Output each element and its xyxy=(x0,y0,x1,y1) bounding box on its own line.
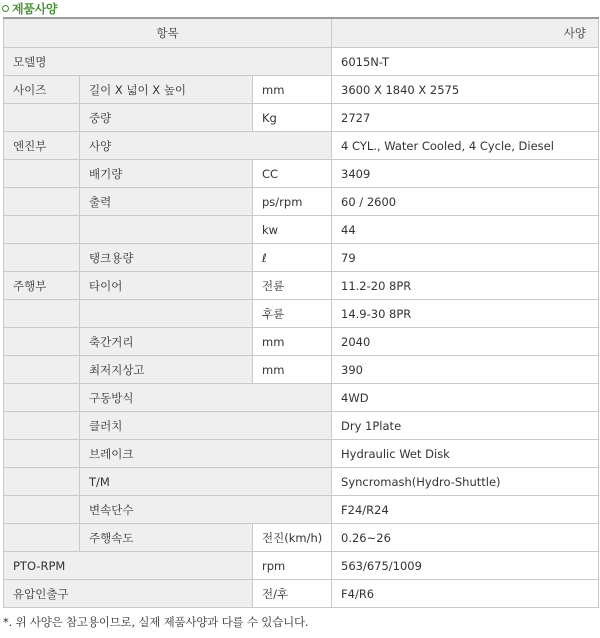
group-spacer xyxy=(4,524,80,552)
row-unit-output-kw: kw xyxy=(253,216,332,244)
table-row xyxy=(4,328,599,356)
row-value-tire-front: 11.2-20 8PR xyxy=(332,272,599,300)
row-unit-tire-front: 전륜 xyxy=(253,272,332,300)
group-spacer xyxy=(4,216,80,244)
group-spacer xyxy=(4,104,80,132)
row-value-transmission: Syncromash(Hydro-Shuttle) xyxy=(332,468,599,496)
table-row xyxy=(4,272,599,300)
table-row xyxy=(4,384,599,412)
row-label-ground-clearance: 최저지상고 xyxy=(80,356,253,384)
table-row xyxy=(4,188,599,216)
table-row xyxy=(4,48,599,76)
row-unit-tire-rear: 후륜 xyxy=(253,300,332,328)
group-spacer xyxy=(4,328,80,356)
row-label-tire: 타이어 xyxy=(80,272,253,300)
row-unit-wheelbase: mm xyxy=(253,328,332,356)
row-value-clutch: Dry 1Plate xyxy=(332,412,599,440)
row-label-empty xyxy=(80,216,253,244)
table-row xyxy=(4,468,599,496)
row-value-ground-clearance: 390 xyxy=(332,356,599,384)
table-row xyxy=(4,300,599,328)
row-value-output: 60 / 2600 xyxy=(332,188,599,216)
row-label-brake: 브레이크 xyxy=(80,440,332,468)
group-spacer xyxy=(4,384,80,412)
group-spacer xyxy=(4,300,80,328)
section-title xyxy=(0,0,600,16)
section-title-text: 제품사양 xyxy=(12,1,58,16)
group-spacer xyxy=(4,468,80,496)
row-unit-pto: rpm xyxy=(253,552,332,580)
header-item: 항목 xyxy=(4,18,332,48)
row-unit-speed: 전진(km/h) xyxy=(253,524,332,552)
row-value-pto: 563/675/1009 xyxy=(332,552,599,580)
row-unit-tank: ℓ xyxy=(253,244,332,272)
row-label-hydraulic: 유압인출구 xyxy=(4,580,253,608)
row-unit-output: ps/rpm xyxy=(253,188,332,216)
row-label-gears: 변속단수 xyxy=(80,496,332,524)
group-spacer xyxy=(4,412,80,440)
row-value-wheelbase: 2040 xyxy=(332,328,599,356)
group-spacer xyxy=(4,440,80,468)
row-label-tank: 탱크용량 xyxy=(80,244,253,272)
row-label-weight: 중량 xyxy=(80,104,253,132)
row-label-empty xyxy=(80,300,253,328)
row-unit-size: mm xyxy=(253,76,332,104)
row-label-transmission: T/M xyxy=(80,468,332,496)
row-value-engine-spec: 4 CYL., Water Cooled, 4 Cycle, Diesel xyxy=(332,132,599,160)
table-row xyxy=(4,104,599,132)
row-value-output-kw: 44 xyxy=(332,216,599,244)
table-row xyxy=(4,356,599,384)
group-label-engine: 엔진부 xyxy=(4,132,80,160)
row-unit-weight: Kg xyxy=(253,104,332,132)
header-spec: 사양 xyxy=(332,18,599,48)
row-value-drive-type: 4WD xyxy=(332,384,599,412)
table-row xyxy=(4,440,599,468)
group-spacer xyxy=(4,188,80,216)
group-spacer xyxy=(4,244,80,272)
row-unit-hydraulic: 전/후 xyxy=(253,580,332,608)
row-label-engine-spec: 사양 xyxy=(80,132,332,160)
table-row xyxy=(4,552,599,580)
row-value-tank: 79 xyxy=(332,244,599,272)
row-value-model: 6015N-T xyxy=(332,48,599,76)
row-value-hydraulic: F4/R6 xyxy=(332,580,599,608)
row-value-displacement: 3409 xyxy=(332,160,599,188)
row-label-pto: PTO-RPM xyxy=(4,552,253,580)
row-value-speed: 0.26~26 xyxy=(332,524,599,552)
table-header-row xyxy=(4,18,599,48)
table-row xyxy=(4,580,599,608)
group-spacer xyxy=(4,356,80,384)
group-spacer xyxy=(4,160,80,188)
table-row xyxy=(4,244,599,272)
row-label-speed: 주행속도 xyxy=(80,524,253,552)
table-row xyxy=(4,76,599,104)
row-label-clutch: 클러치 xyxy=(80,412,332,440)
table-row xyxy=(4,412,599,440)
footnote: *. 위 사양은 참고용이므로, 실제 제품사양과 다를 수 있습니다. xyxy=(3,615,309,629)
row-value-weight: 2727 xyxy=(332,104,599,132)
group-label-drive: 주행부 xyxy=(4,272,80,300)
row-unit-displacement: CC xyxy=(253,160,332,188)
group-spacer xyxy=(4,496,80,524)
row-value-brake: Hydraulic Wet Disk xyxy=(332,440,599,468)
row-label-size: 길이 X 넓이 X 높이 xyxy=(80,76,253,104)
table-row xyxy=(4,216,599,244)
row-value-size: 3600 X 1840 X 2575 xyxy=(332,76,599,104)
row-unit-ground-clearance: mm xyxy=(253,356,332,384)
spec-table xyxy=(3,17,599,608)
table-row xyxy=(4,160,599,188)
row-label-model: 모델명 xyxy=(4,48,332,76)
row-label-output: 출력 xyxy=(80,188,253,216)
row-label-drive-type: 구동방식 xyxy=(80,384,332,412)
row-label-wheelbase: 축간거리 xyxy=(80,328,253,356)
row-value-tire-rear: 14.9-30 8PR xyxy=(332,300,599,328)
table-row xyxy=(4,496,599,524)
row-value-gears: F24/R24 xyxy=(332,496,599,524)
group-label-size: 사이즈 xyxy=(4,76,80,104)
row-label-displacement: 배기량 xyxy=(80,160,253,188)
table-row xyxy=(4,132,599,160)
table-row xyxy=(4,524,599,552)
bullet-circle-icon xyxy=(2,5,9,12)
